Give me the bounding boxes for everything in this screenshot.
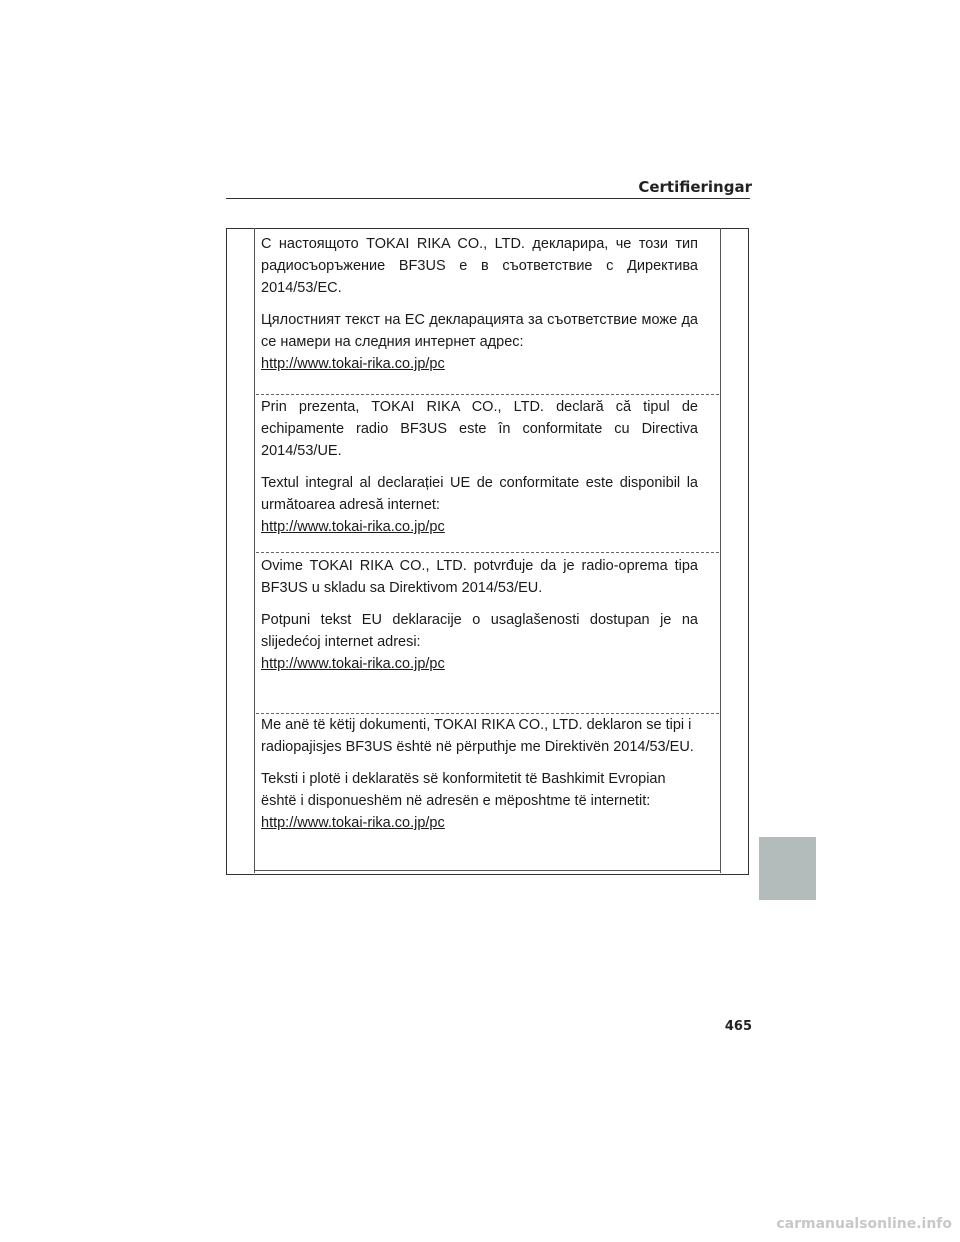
- section-title: Certifieringar: [638, 178, 752, 196]
- declaration-statement: С настоящото TOKAI RIKA CO., LTD. декларира, че този тип радиосъоръжение BF3US е в съответствие с Директива 2014/53/ЕС.: [261, 236, 698, 296]
- header-divider: [226, 198, 750, 199]
- declaration-availability: Potpuni tekst EU deklaracije o usaglašenosti dostupan je na slijedećoj internet adresi:: [261, 612, 698, 650]
- declaration-link[interactable]: http://www.tokai-rika.co.jp/pc: [261, 656, 445, 672]
- declaration-croatian: [261, 555, 698, 675]
- declaration-availability: Textul integral al declarației UE de conformitate este disponibil la următoarea adresă internet:: [261, 475, 698, 513]
- declaration-romanian: [261, 396, 698, 538]
- section-divider: [256, 394, 719, 395]
- declaration-availability: Цялостният текст на ЕС декларацията за съответствие може да се намери на следния интернет адрес:: [261, 312, 698, 350]
- section-divider: [256, 552, 719, 553]
- chapter-tab: [759, 837, 816, 900]
- declaration-link[interactable]: http://www.tokai-rika.co.jp/pc: [261, 356, 445, 372]
- declaration-statement: Ovime TOKAI RIKA CO., LTD. potvrđuje da je radio-oprema tipa BF3US u skladu sa Direktivom 2014/53/EU.: [261, 558, 698, 596]
- content-box-bottom-border: [254, 870, 721, 871]
- declaration-albanian: [261, 714, 698, 834]
- declaration-statement: Prin prezenta, TOKAI RIKA CO., LTD. declară că tipul de echipamente radio BF3US este în conformitate cu Directiva 2014/53/UE.: [261, 399, 698, 459]
- declaration-link[interactable]: http://www.tokai-rika.co.jp/pc: [261, 519, 445, 535]
- declaration-bulgarian: [261, 233, 698, 375]
- page-number: 465: [724, 1019, 752, 1034]
- declaration-link[interactable]: http://www.tokai-rika.co.jp/pc: [261, 815, 445, 831]
- declaration-availability: Teksti i plotë i deklaratës së konformitetit të Bashkimit Evropian është i disponueshëm në adresën e mëposhtme të internetit:: [261, 771, 666, 809]
- declaration-statement: Me anë të këtij dokumenti, TOKAI RIKA CO., LTD. deklaron se tipi i radiopajisjes BF3US është në përputhje me Direktivën 2014/53/EU.: [261, 717, 694, 755]
- watermark: carmanualsonline.info: [776, 1216, 952, 1232]
